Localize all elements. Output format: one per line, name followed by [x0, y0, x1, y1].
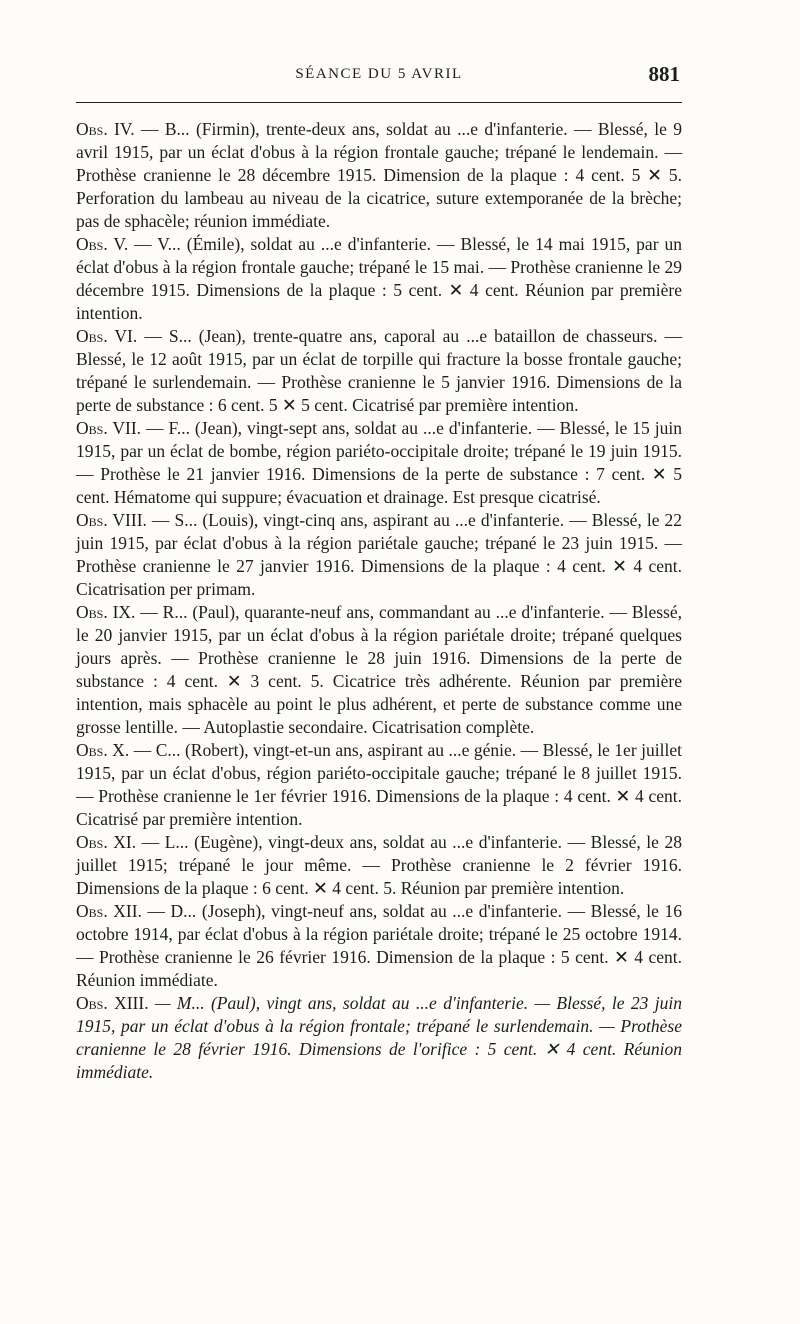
obs-text: — D... (Joseph), vingt-neuf ans, soldat au ...e d'infanterie. — Blessé, le 16 octobre 1914, par éclat d'obus à la région pariétale droite; trépané le 25 octobre 1914. — Prothèse cranienne le 26 février 1916. Dimension de la plaque : 5 cent. ✕ 4 cent. Réunion immédiate.: [76, 901, 682, 990]
obs-label: Obs. X.: [76, 740, 130, 760]
obs-text: — F... (Jean), vingt-sept ans, soldat au ...e d'infanterie. — Blessé, le 15 juin 1915, par un éclat de bombe, région pariéto-occipitale droite; trépané le 19 juin 1915. — Prothèse le 21 janvier 1916. Dimensions de la perte de substance : 7 cent. ✕ 5 cent. Hématome qui suppure; évacuation et drainage. Est presque cicatrisé.: [76, 418, 682, 507]
obs-text: — S... (Louis), vingt-cinq ans, aspirant au ...e d'infanterie. — Blessé, le 22 juin 1915, par éclat d'obus à la région pariétale gauche; trépané le 23 juin 1915. — Prothèse cranienne le 27 janvier 1916. Dimensions de la plaque : 4 cent. ✕ 4 cent. Cicatrisation per primam.: [76, 510, 682, 599]
observation-xii: [76, 900, 682, 992]
observation-viii: [76, 509, 682, 601]
obs-text: — B... (Firmin), trente-deux ans, soldat au ...e d'infanterie. — Blessé, le 9 avril 1915, par un éclat d'obus à la région frontale gauche; trépané le lendemain. — Prothèse cranienne le 28 décembre 1915. Dimension de la plaque : 4 cent. 5 ✕ 5. Perforation du lambeau au niveau de la cicatrice, suture extemporanée de la brèche; pas de sphacèle; réunion immédiate.: [76, 119, 682, 231]
running-title: SÉANCE DU 5 AVRIL: [295, 66, 463, 82]
observations-body: [76, 118, 682, 1084]
page-header: [76, 62, 682, 92]
observation-ix: [76, 601, 682, 739]
observation-vi: [76, 325, 682, 417]
observation-xi: [76, 831, 682, 900]
observation-x: [76, 739, 682, 831]
page-number: 881: [648, 62, 680, 86]
header-rule: [76, 102, 682, 103]
observation-iv: [76, 118, 682, 233]
obs-label: Obs. VII.: [76, 418, 142, 438]
obs-label: Obs. XI.: [76, 832, 137, 852]
obs-label: Obs. IX.: [76, 602, 136, 622]
obs-label: Obs. V.: [76, 234, 129, 254]
obs-text: — R... (Paul), quarante-neuf ans, commandant au ...e d'infanterie. — Blessé, le 20 janvier 1915, par un éclat d'obus à la région pariétale droite; trépané quelques jours après. — Prothèse cranienne le 28 juin 1916. Dimensions de la perte de substance : 4 cent. ✕ 3 cent. 5. Cicatrice très adhérente. Réunion par première intention, mais sphacèle au point le plus adhérent, et perte de substance comme une grosse lentille. — Autoplastie secondaire. Cicatrisation complète.: [76, 602, 682, 737]
obs-label: Obs. VI.: [76, 326, 138, 346]
observation-vii: [76, 417, 682, 509]
observation-v: [76, 233, 682, 325]
observation-xiii: [76, 992, 682, 1084]
obs-label: Obs. XII.: [76, 901, 142, 921]
obs-label: Obs. IV.: [76, 119, 135, 139]
obs-text: — M... (Paul), vingt ans, soldat au ...e d'infanterie. — Blessé, le 23 juin 1915, par un éclat d'obus à la région frontale; trépané le surlendemain. — Prothèse cranienne le 28 février 1916. Dimensions de l'orifice : 5 cent. ✕ 4 cent. Réunion immédiate.: [76, 993, 683, 1082]
obs-text: — L... (Eugène), vingt-deux ans, soldat au ...e d'infanterie. — Blessé, le 28 juillet 1915; trépané le jour même. — Prothèse cranienne le 2 février 1916. Dimensions de la plaque : 6 cent. ✕ 4 cent. 5. Réunion par première intention.: [76, 832, 683, 898]
obs-label: Obs. VIII.: [76, 510, 147, 530]
obs-text: — C... (Robert), vingt-et-un ans, aspirant au ...e génie. — Blessé, le 1er juillet 1915, par un éclat d'obus, région pariéto-occipitale gauche; trépané le 8 juillet 1915. — Prothèse cranienne le 1er février 1916. Dimensions de la plaque : 4 cent. ✕ 4 cent. Cicatrisé par première intention.: [76, 740, 682, 829]
obs-text: — S... (Jean), trente-quatre ans, caporal au ...e bataillon de chasseurs. — Blessé, le 12 août 1915, par un éclat de torpille qui fracture la bosse frontale gauche; trépané le surlendemain. — Prothèse cranienne le 5 janvier 1916. Dimensions de la perte de substance : 6 cent. 5 ✕ 5 cent. Cicatrisé par première intention.: [76, 326, 682, 415]
obs-label: Obs. XIII.: [76, 993, 149, 1013]
obs-text: — V... (Émile), soldat au ...e d'infanterie. — Blessé, le 14 mai 1915, par un éclat d'obus à la région frontale gauche; trépané le 15 mai. — Prothèse cranienne le 29 décembre 1915. Dimensions de la plaque : 5 cent. ✕ 4 cent. Réunion par première intention.: [76, 234, 683, 323]
